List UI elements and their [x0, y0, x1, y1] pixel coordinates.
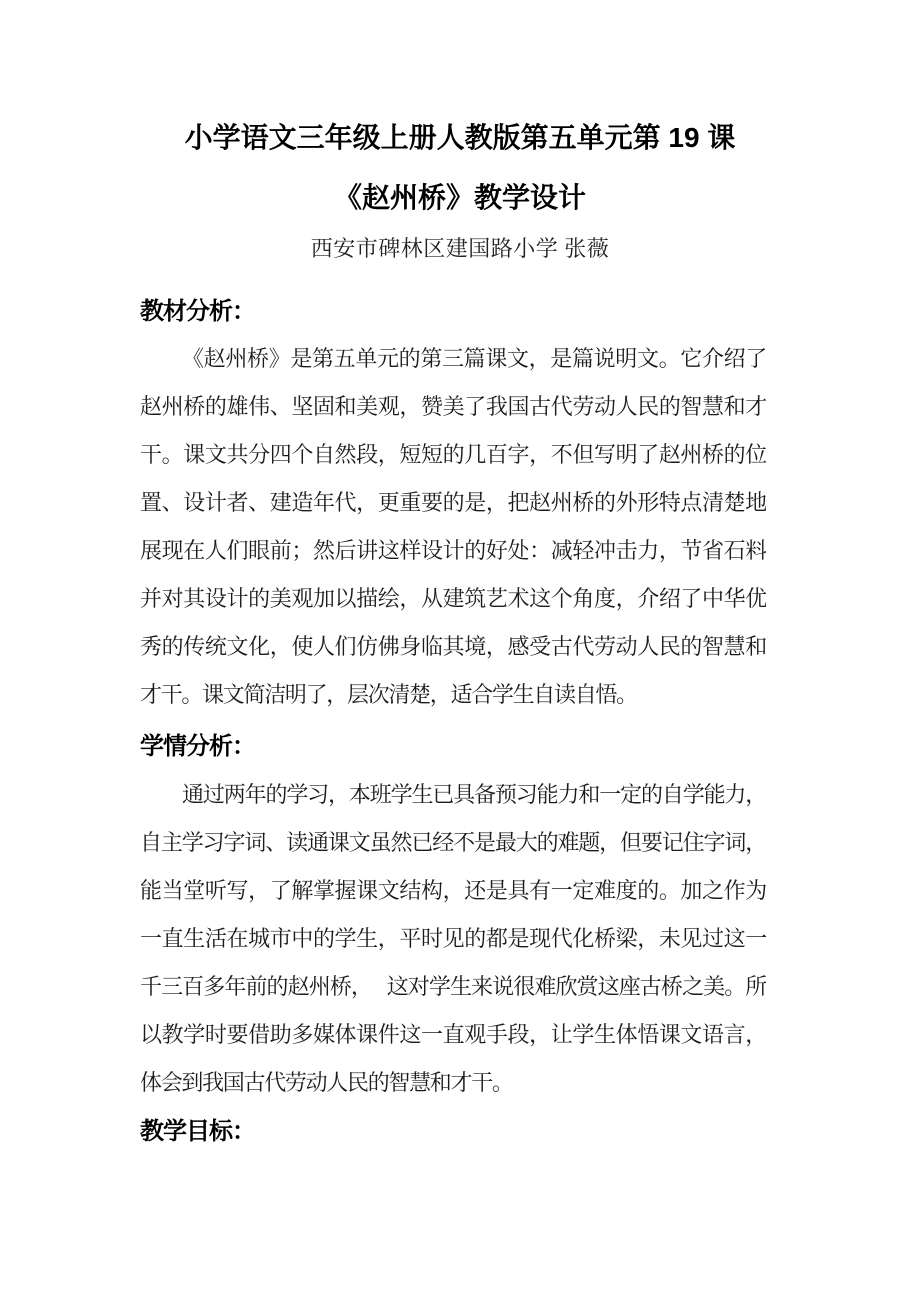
text-line: 赵州桥的雄伟、坚固和美观，赞美了我国古代劳动人民的智慧和才	[140, 394, 766, 419]
text-line: 展现在人们眼前；然后讲这样设计的好处：减轻冲击力，节省石料	[140, 538, 766, 563]
section-heading-teaching-goals: 教学目标：	[140, 1118, 255, 1145]
text-line: 《赵州桥》是第五单元的第三篇课文，是篇说明文。它介绍了	[182, 346, 766, 371]
paragraph-learner-analysis	[140, 771, 766, 1107]
text-line: 体会到我国古代劳动人民的智慧和才干。	[140, 1070, 513, 1095]
text-line: 自主学习字词、读通课文虽然已经不是最大的难题，但要记住字词，	[140, 830, 766, 855]
paragraph-material-analysis	[140, 335, 766, 719]
document-title-line1: 小学语文三年级上册人教版第五单元第 19 课	[184, 122, 736, 153]
text-line: 以教学时要借助多媒体课件这一直观手段，让学生体悟课文语言，	[140, 1022, 766, 1047]
text-line: 一直生活在城市中的学生，平时见的都是现代化桥梁，未见过这一	[140, 926, 766, 951]
document-title-line2: 《赵州桥》教学设计	[333, 182, 586, 213]
text-line: 并对其设计的美观加以描绘，从建筑艺术这个角度，介绍了中华优	[140, 586, 766, 611]
text-line: 通过两年的学习，本班学生已具备预习能力和一定的自学能力，	[182, 782, 766, 807]
text-line: 置、设计者、建造年代，更重要的是，把赵州桥的外形特点清楚地	[140, 490, 766, 515]
text-line: 秀的传统文化，使人们仿佛身临其境，感受古代劳动人民的智慧和	[140, 634, 766, 659]
text-line: 才干。课文简洁明了，层次清楚，适合学生自读自悟。	[140, 682, 637, 707]
section-heading-material-analysis: 教材分析：	[140, 298, 255, 325]
text-line: 干。课文共分四个自然段，短短的几百字，不但写明了赵州桥的位	[140, 442, 766, 467]
section-heading-learner-analysis: 学情分析：	[140, 733, 255, 760]
text-line: 千三百多年前的赵州桥， 这对学生来说很难欣赏这座古桥之美。所	[140, 974, 766, 999]
text-line: 能当堂听写，了解掌握课文结构，还是具有一定难度的。加之作为	[140, 878, 766, 903]
author-byline: 西安市碑林区建国路小学 张薇	[310, 236, 610, 261]
